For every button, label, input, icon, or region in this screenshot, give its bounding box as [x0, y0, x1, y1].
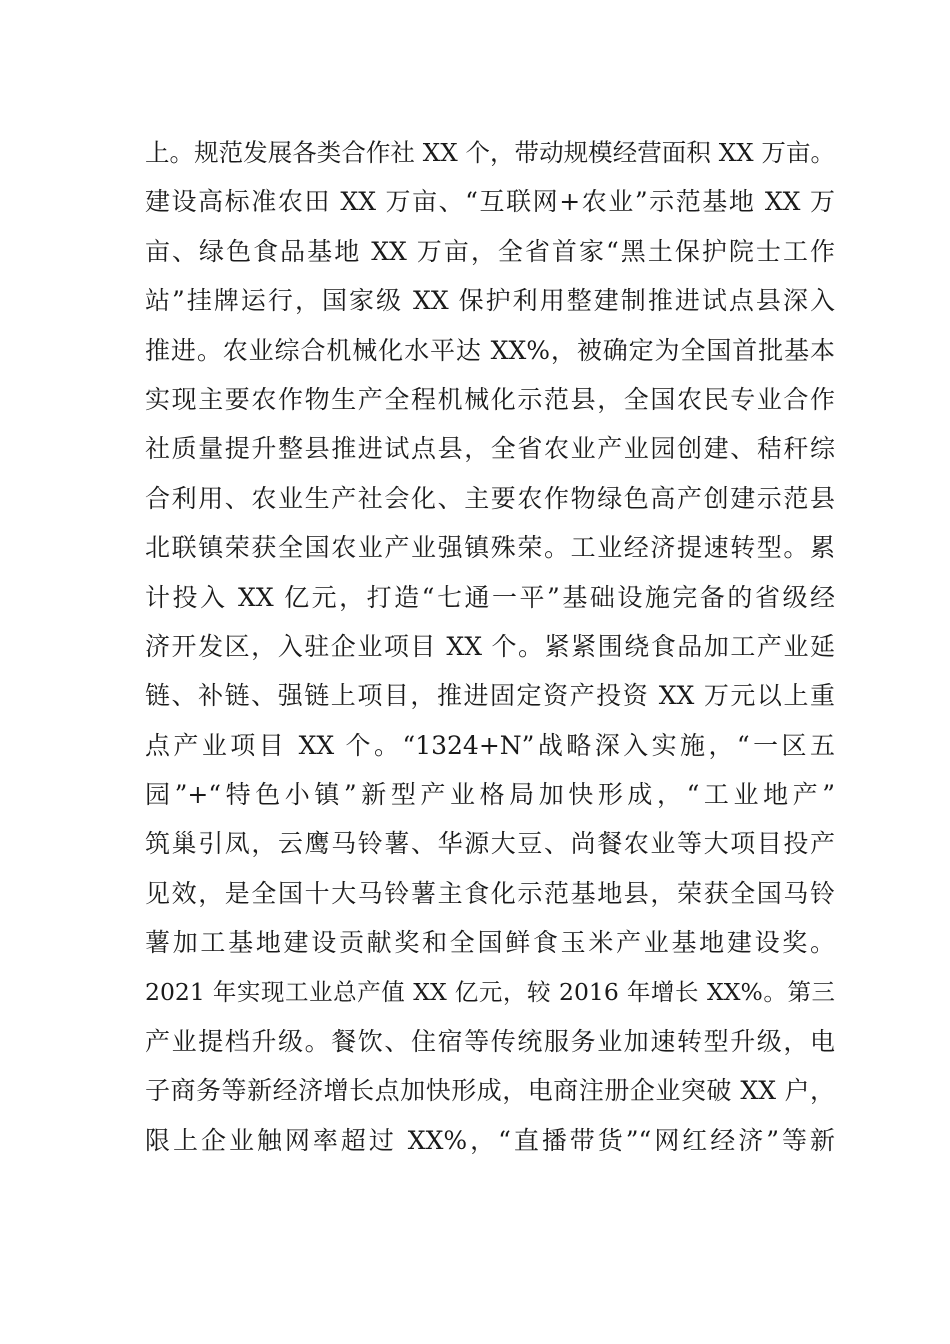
text-line-7: 社质量提升整县推进试点县，全省农业产业园创建、秸秆综 [145, 434, 835, 464]
text-line-11: 济开发区，入驻企业项目 XX 个。紧紧围绕食品加工产业延 [145, 631, 835, 661]
text-line-16: 见效，是全国十大马铃薯主食化示范基地县，荣获全国马铃 [145, 878, 835, 908]
text-line-9: 北联镇荣获全国农业产业强镇殊荣。工业经济提速转型。累 [145, 533, 835, 563]
text-line-15: 筑巢引凤，云鹰马铃薯、华源大豆、尚餐农业等大项目投产 [145, 829, 835, 859]
text-line-13: 点产业项目 XX 个。“1324+N”战略深入实施，“一区五 [145, 730, 835, 760]
text-line-5: 推进。农业综合机械化水平达 XX%，被确定为全国首批基本 [145, 335, 835, 365]
text-line-14: 园”+“特色小镇”新型产业格局加快形成，“工业地产” [145, 780, 835, 810]
text-line-4: 站”挂牌运行，国家级 XX 保护利用整建制推进试点县深入 [145, 286, 835, 316]
text-line-21: 限上企业触网率超过 XX%，“直播带货”“网红经济”等新 [145, 1125, 835, 1155]
text-line-18: 2021 年实现工业总产值 XX 亿元，较 2016 年增长 XX%。第三 [145, 977, 835, 1006]
text-line-2: 建设高标准农田 XX 万亩、“互联网+农业”示范基地 XX 万 [145, 187, 835, 217]
text-line-1: 上。规范发展各类合作社 XX 个，带动规模经营面积 XX 万亩。 [145, 138, 835, 167]
text-line-3: 亩、绿色食品基地 XX 万亩，全省首家“黑土保护院士工作 [145, 236, 835, 266]
text-line-19: 产业提档升级。餐饮、住宿等传统服务业加速转型升级，电 [145, 1027, 835, 1057]
text-line-17: 薯加工基地建设贡献奖和全国鲜食玉米产业基地建设奖。 [145, 928, 835, 958]
text-line-12: 链、补链、强链上项目，推进固定资产投资 XX 万元以上重 [145, 681, 835, 711]
text-line-20: 子商务等新经济增长点加快形成，电商注册企业突破 XX 户， [145, 1076, 835, 1106]
text-line-6: 实现主要农作物生产全程机械化示范县，全国农民专业合作 [145, 384, 835, 414]
text-line-10: 计投入 XX 亿元，打造“七通一平”基础设施完备的省级经 [145, 582, 835, 612]
body-paragraph [145, 128, 835, 1165]
text-line-8: 合利用、农业生产社会化、主要农作物绿色高产创建示范县 [145, 483, 835, 513]
